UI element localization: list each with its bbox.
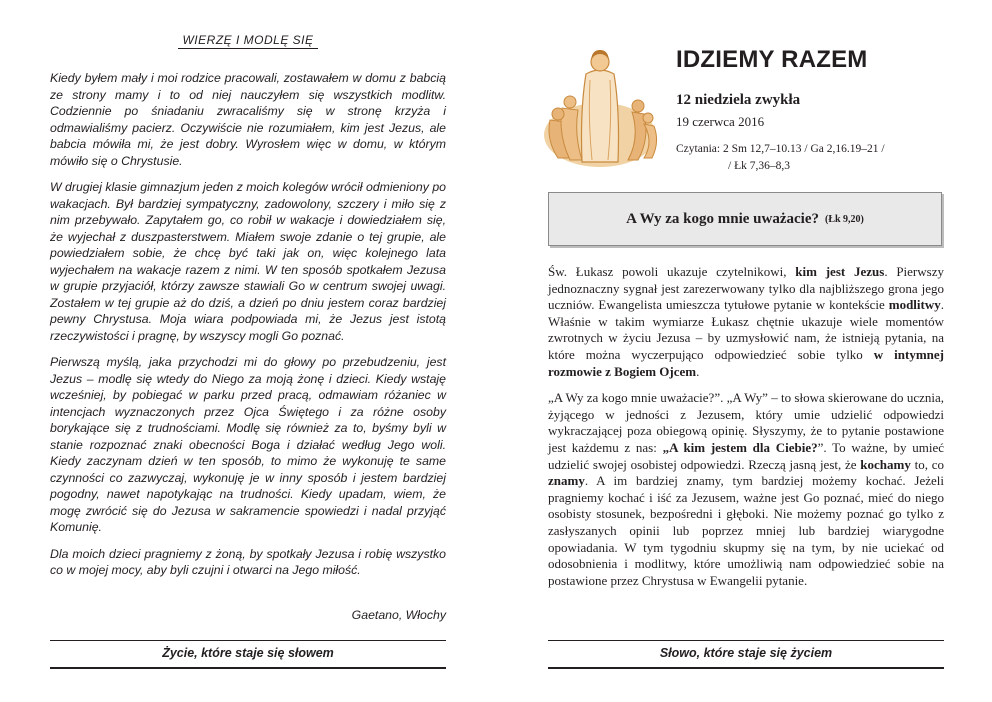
commentary-segment: . Pierwszy jednoznaczny sygnał jest zarezerwowany tylko dla najbliższego grona jego uczniów. Ewangelista umieszcza tytułowe pytanie w kontekście: [548, 264, 944, 313]
footer-divider: [50, 640, 446, 641]
liturgical-day: 12 niedziela zwykła: [676, 92, 801, 108]
commentary-paragraph: [548, 390, 944, 589]
commentary-bold-segment: modlitwy: [888, 297, 941, 313]
left-footer: Życie, które staje się słowem: [162, 646, 334, 660]
footer-divider: [548, 640, 944, 641]
footer-divider: [50, 667, 446, 669]
commentary-bold-segment: w intymnej rozmowie z Bogiem Ojcem: [548, 346, 944, 379]
commentary-segment: ”. To ważne, by umieć udzielić swojej osobistej odpowiedzi. Rzeczą jasną jest, że: [548, 439, 944, 472]
page-title: IDZIEMY RAZEM: [676, 46, 868, 73]
readings: [676, 141, 885, 175]
testimony-paragraph: W drugiej klasie gimnazjum jeden z moich kolegów wrócił odmieniony po wakacjach. Był bardziej sympatyczny, zadowolony, szczery i miło się z nim przebywało. Zapytałem go, co robił w wakacje i dowiedziałem się, że wyjechał z duszpasterstwem. Miałem swoje zdanie o tej grupie, ale powiedziałem sobie, że chcę być taki jak on, więc kolejnego lata wyjechałem na wakacje razem z nimi. W ten sposób spotkałem Jezusa w grupie przyjaciół, którzy zawsze stawiali Go w centrum swojej uwagi. Zostałem w tej grupie aż do dziś, a dzień po dniu jestem coraz bardziej pewny Chrystusa. Moja wiara podpowiada mi, że Jezus jest istotą rzeczywistości i pragnę, by wszyscy mogli Go poznać.: [50, 180, 446, 343]
right-footer: Słowo, które staje się życiem: [659, 646, 833, 660]
testimony-paragraph: Pierwszą myślą, jaka przychodzi mi do głowy po przebudzeniu, jest Jezus – modlę się wtedy do Niego za moją żonę i dzieci. Kiedy wstaję wcześniej, by pobiegać w parku przed pracą, odmawiam różaniec w intencjach wyznaczonych przez Ojca Świętego i za różne osoby borykające się z trudnościami. Modlę się również za to, byśmy byli w stanie rozpoznać znaki obecności Boga i działać według Jego woli. Kiedy zaczynam dzień w ten sposób, to mimo że wykonuję te same czynności co zazwyczaj, wykonuję je w inny sposób i jestem bardziej pogodny, nawet napotykając na trudności. Kiedy upadam, wiem, że mogę zwrócić się do Jezusa w sakramencie spowiedzi i nadal przyjąć Komunię.: [50, 355, 446, 534]
testimony-paragraph: Kiedy byłem mały i moi rodzice pracowali, zostawałem w domu z babcią ze strony mamy i to od niej nauczyłem się wszystkich modlitw. Codziennie po śniadaniu zwracaliśmy się w stronę krzyża i odmawialiśmy pacierz. Oczywiście nie rozumiałem, kim jest Jezus, ale babcia mówiła mi, że jest dobry. Wyrosłem więc w domu, w którym mówiło się o Chrystusie.: [50, 71, 446, 168]
right-page: [496, 0, 992, 702]
commentary-text: [548, 264, 944, 599]
gospel-quote-box: [548, 192, 942, 246]
testimony-text: [50, 70, 446, 589]
section-title-text: WIERZĘ I MODLĘ SIĘ: [178, 33, 317, 49]
commentary-segment: „A Wy za kogo mnie uważacie?”. „A Wy” – to słowa skierowane do ucznia, żyjącego w jedności z Jezusem, który umie udzielić odpowiedzi wykraczającej poza obiegową opinię. Słyszymy, że to pytanie postawione jest każdemu z nas:: [548, 390, 944, 455]
commentary-segment: . A im bardziej znamy, tym bardziej możemy kochać. Jeżeli pragniemy kochać i iść za Jezusem, ważne jest Go poznać, mieć do niego osobisty stosunek, bezpośredni i głęboki. Nie możemy poznać go tylko z zasłyszanych opinii lub poprzez mniej lub bardziej wiarygodne opowiadania. W tym tygodniu skupmy się na tym, by nie uciekać od odosobnienia i modlitwy, które umożliwią nam odpowiedzieć sobie na postawione przez Chrystusa w Ewangelii pytanie.: [548, 473, 944, 588]
footer-divider: [548, 667, 944, 669]
gospel-quote: A Wy za kogo mnie uważacie?: [626, 210, 819, 227]
commentary-segment: .: [696, 363, 700, 379]
readings-line: Czytania: 2 Sm 12,7–10.13 / Ga 2,16.19–21 /: [676, 143, 885, 155]
commentary-bold-segment: kim jest Jezus: [795, 264, 885, 279]
commentary-segment: to, co: [910, 456, 944, 472]
jesus-with-people-icon: [540, 40, 660, 170]
commentary-bold-segment: znamy: [548, 473, 585, 489]
section-title: [0, 33, 496, 47]
signature: Gaetano, Włochy: [351, 608, 446, 622]
testimony-paragraph: Dla moich dzieci pragniemy z żoną, by spotkały Jezusa i robię wszystko co w mojej mocy, aby byli czujni i otwarci na Jego miłość.: [50, 546, 446, 577]
commentary-bold-segment: „A kim jestem dla Ciebie?: [662, 439, 818, 455]
readings-line: / Łk 7,36–8,3: [728, 160, 790, 172]
gospel-reference: (Łk 9,20): [825, 213, 864, 225]
commentary-paragraph: [548, 264, 944, 380]
commentary-segment: . Właśnie w takim wymiarze Łukasz chętnie ukazuje wiele momentów zwrotnych w życiu Jezusa – by uzmysłowić nam, że istnieją pytania, na które można wyczerpująco odpowiedzieć sobie tylko: [548, 297, 944, 362]
date: 19 czerwca 2016: [676, 114, 765, 129]
commentary-segment: Św. Łukasz powoli ukazuje czytelnikowi,: [548, 264, 796, 279]
commentary-bold-segment: kochamy: [860, 456, 911, 472]
